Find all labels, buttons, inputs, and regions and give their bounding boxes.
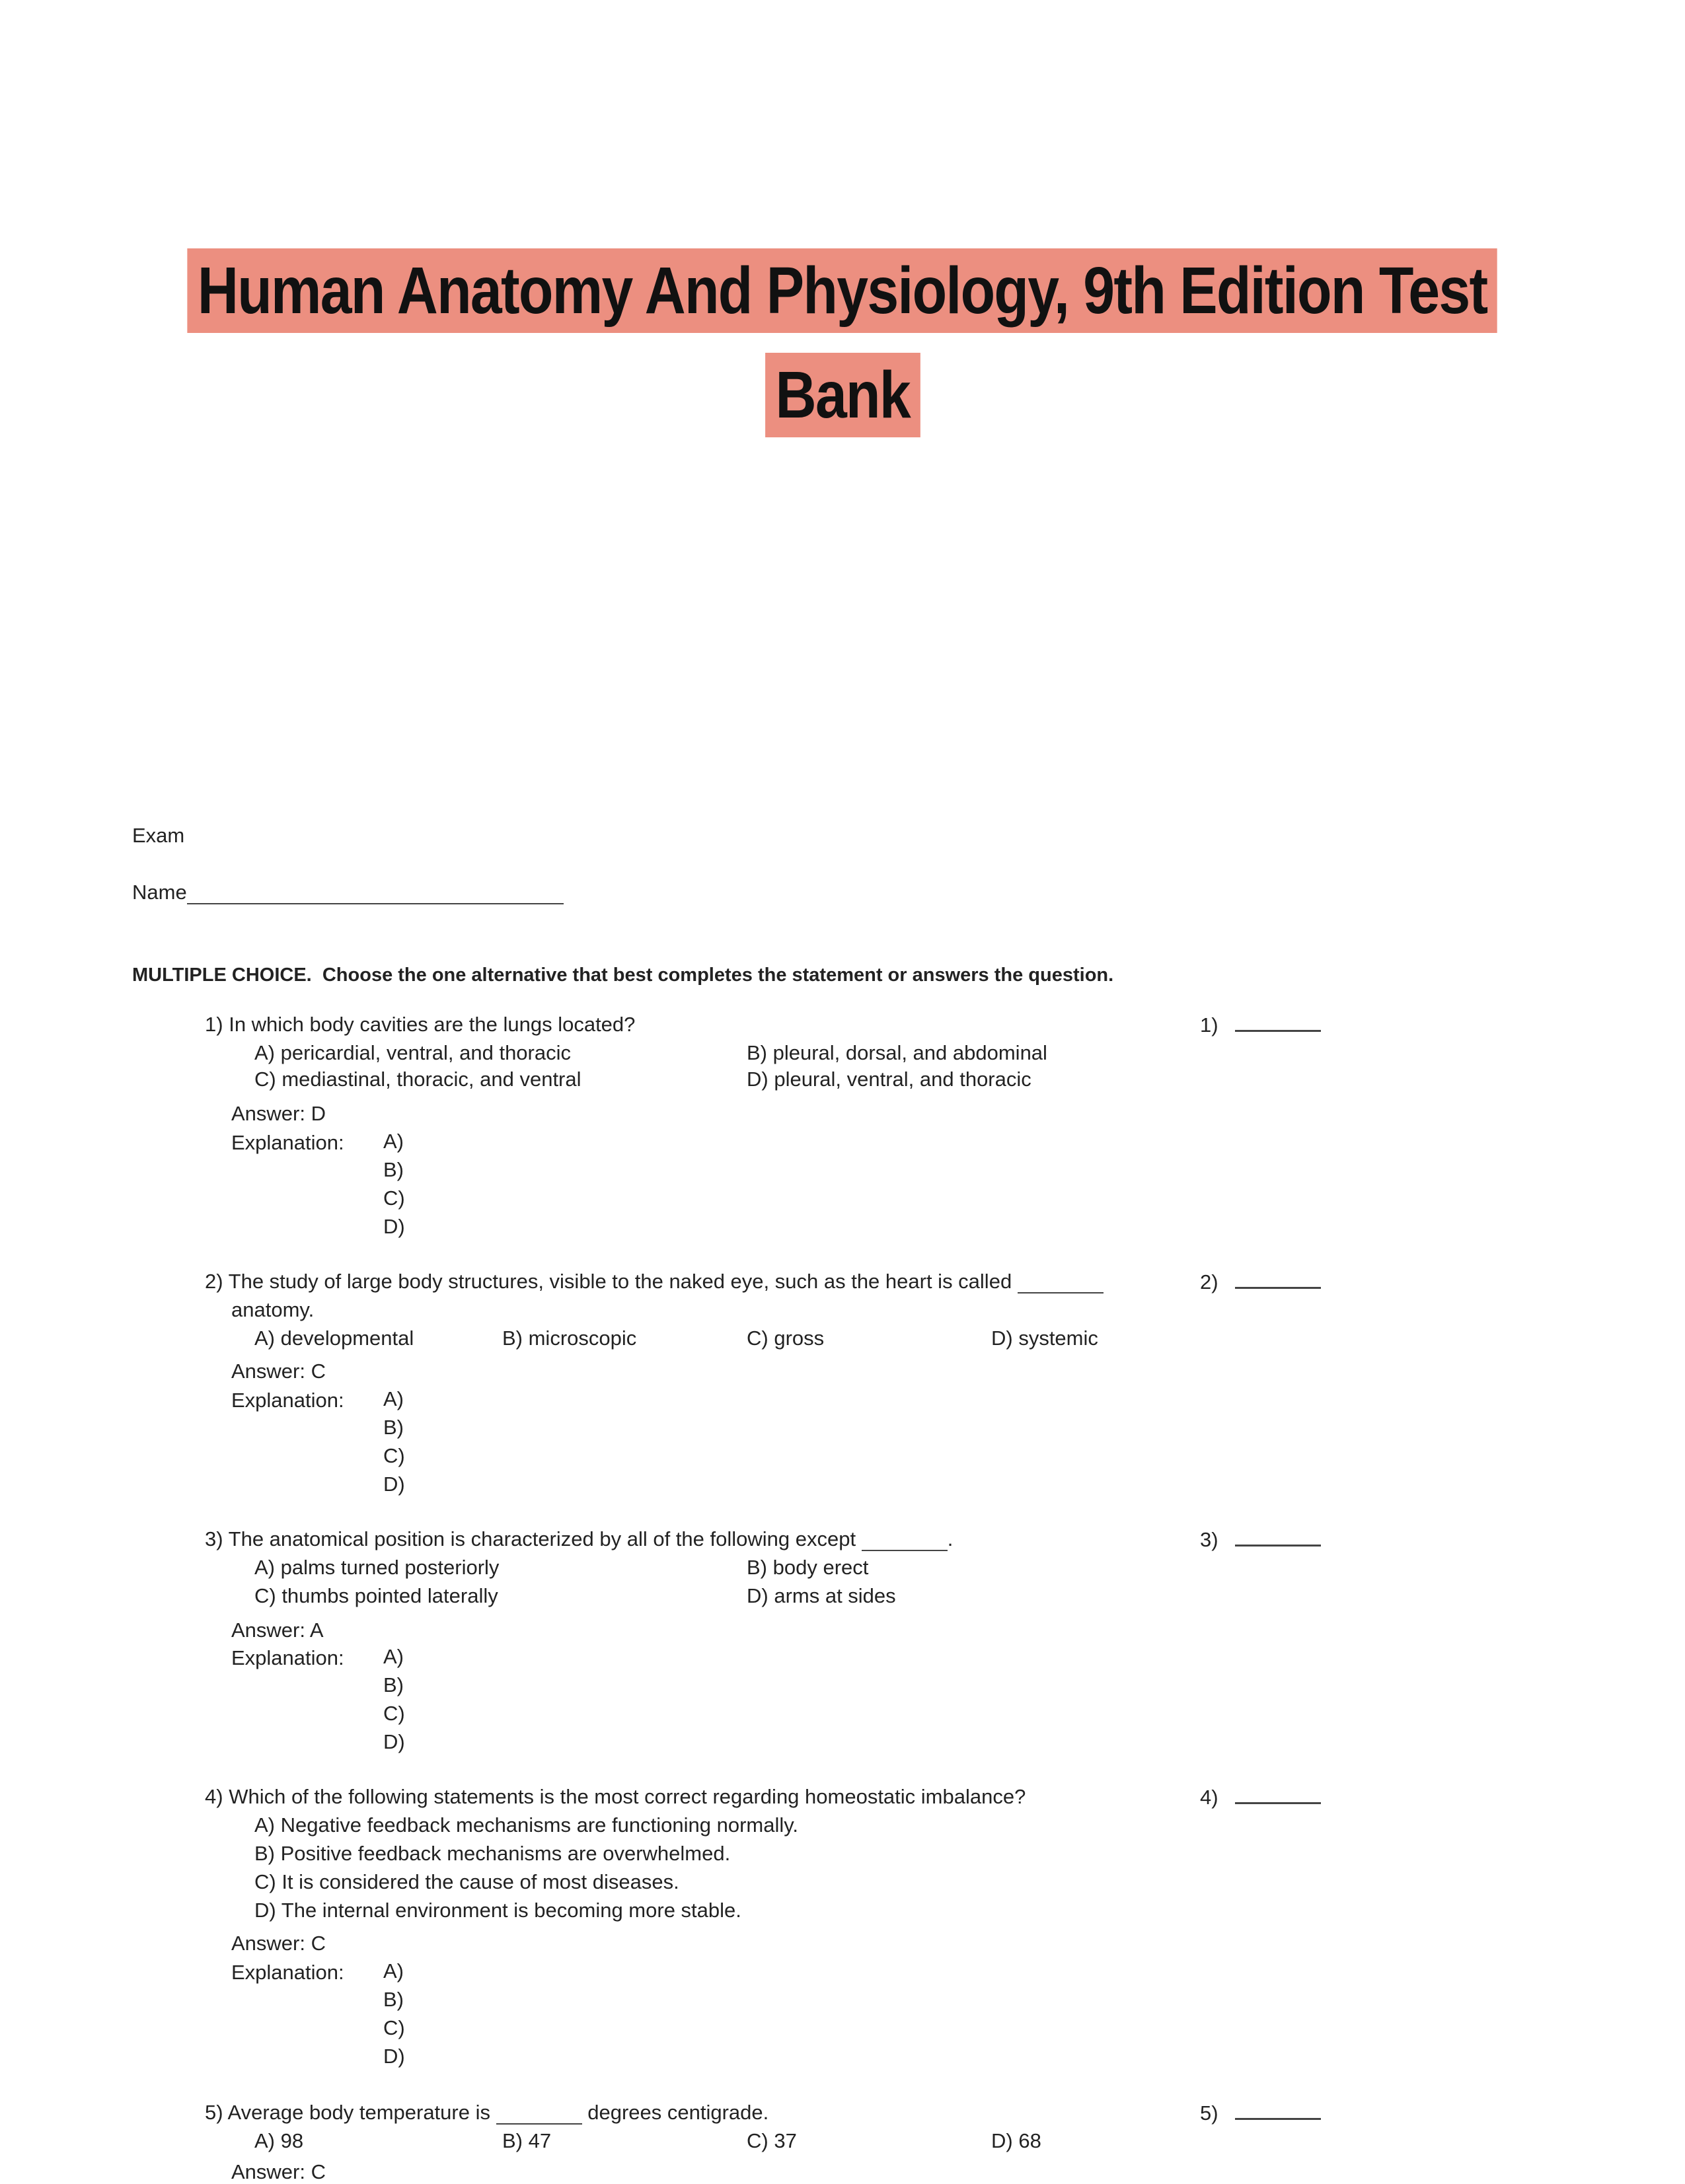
option-a: A) developmental (254, 1327, 414, 1350)
option-c: C) thumbs pointed laterally (254, 1584, 498, 1607)
title-line-1: Human Anatomy And Physiology, 9th Edition Test (188, 248, 1498, 333)
answer-blank[interactable] (1235, 1013, 1321, 1032)
option-d: D) pleural, ventral, and thoracic (747, 1068, 1031, 1091)
answer-blank[interactable] (1235, 1270, 1321, 1289)
option-d: D) The internal environment is becoming more stable. (254, 1899, 741, 1922)
explanation-letters: A) B) C) D) (383, 1387, 405, 1496)
question-text-cont: anatomy. (231, 1298, 315, 1321)
option-b: B) Positive feedback mechanisms are overwhelmed. (254, 1842, 731, 1865)
option-d: D) 68 (991, 2129, 1041, 2152)
question-text: The anatomical position is characterized by all of the following except (228, 1527, 856, 1550)
side-number: 2) (1200, 1270, 1218, 1293)
document-title (0, 248, 1685, 457)
option-a: A) pericardial, ventral, and thoracic (254, 1041, 572, 1064)
question-number: 5) (205, 2101, 223, 2124)
answer-label: Answer: (231, 1102, 305, 1125)
option-b: B) microscopic (502, 1327, 637, 1350)
option-d: D) arms at sides (747, 1584, 896, 1607)
fill-blank (496, 2107, 582, 2125)
question-text: Average body temperature is (227, 2101, 490, 2124)
answer-slot (1200, 1013, 1321, 1037)
answer-label: Answer: (231, 1619, 305, 1642)
side-number: 3) (1200, 1528, 1218, 1551)
question-number: 3) (205, 1527, 223, 1550)
answer-value: C (311, 1360, 326, 1383)
answer-value: C (311, 2160, 326, 2183)
option-d: D) systemic (991, 1327, 1098, 1350)
name-label: Name (132, 881, 187, 904)
option-a: A) palms turned posteriorly (254, 1556, 500, 1579)
exam-label: Exam (132, 824, 185, 847)
question-text: In which body cavities are the lungs located? (229, 1013, 636, 1036)
side-number: 1) (1200, 1013, 1218, 1037)
option-c: C) mediastinal, thoracic, and ventral (254, 1068, 581, 1091)
answer-blank[interactable] (1235, 1785, 1321, 1804)
name-field (132, 881, 564, 904)
option-a: A) Negative feedback mechanisms are functioning normally. (254, 1813, 799, 1837)
answer-blank[interactable] (1235, 1527, 1321, 1547)
answer-label: Answer: (231, 1360, 305, 1383)
explanation-letters: A) B) C) D) (383, 1130, 405, 1238)
answer-slot (1200, 1527, 1321, 1552)
option-c: C) gross (747, 1327, 825, 1350)
option-b: B) body erect (747, 1556, 869, 1579)
question-number: 1) (205, 1013, 223, 1036)
explanation-label: Explanation: (231, 1961, 344, 1984)
answer-value: A (309, 1619, 324, 1642)
answer-blank[interactable] (1235, 2101, 1321, 2120)
option-b: B) pleural, dorsal, and abdominal (747, 1041, 1047, 1064)
option-c: C) It is considered the cause of most diseases. (254, 1870, 679, 1893)
answer-value: C (311, 1932, 326, 1955)
side-number: 4) (1200, 1786, 1218, 1809)
answer-label: Answer: (231, 2160, 305, 2183)
side-number: 5) (1200, 2101, 1218, 2125)
question-number: 4) (205, 1785, 223, 1808)
explanation-label: Explanation: (231, 1131, 344, 1154)
name-blank (187, 886, 564, 904)
option-b: B) 47 (502, 2129, 552, 2152)
option-c: C) 37 (747, 2129, 797, 2152)
explanation-letters: A) B) C) D) (383, 1959, 405, 2068)
fill-blank (862, 1534, 948, 1551)
answer-slot (1200, 1270, 1321, 1294)
answer-slot (1200, 2101, 1321, 2125)
explanation-letters: A) B) C) D) (383, 1645, 405, 1753)
answer-value: D (311, 1102, 326, 1125)
title-line-2: Bank (765, 353, 920, 437)
option-a: A) 98 (254, 2129, 304, 2152)
fill-blank (1018, 1276, 1104, 1293)
section-instruction: Choose the one alternative that best completes the statement or answers the question. (322, 965, 1114, 986)
section-heading (132, 965, 1113, 986)
section-title: MULTIPLE CHOICE. (132, 965, 312, 986)
question-number: 2) (205, 1270, 223, 1293)
explanation-label: Explanation: (231, 1389, 344, 1412)
answer-slot (1200, 1785, 1321, 1809)
question-text: Which of the following statements is the most correct regarding homeostatic imbalance? (229, 1785, 1026, 1808)
explanation-label: Explanation: (231, 1646, 344, 1669)
answer-label: Answer: (231, 1932, 305, 1955)
question-text-cont: degrees centigrade. (587, 2101, 769, 2124)
question-text: The study of large body structures, visible to the naked eye, such as the heart is called (228, 1270, 1012, 1293)
